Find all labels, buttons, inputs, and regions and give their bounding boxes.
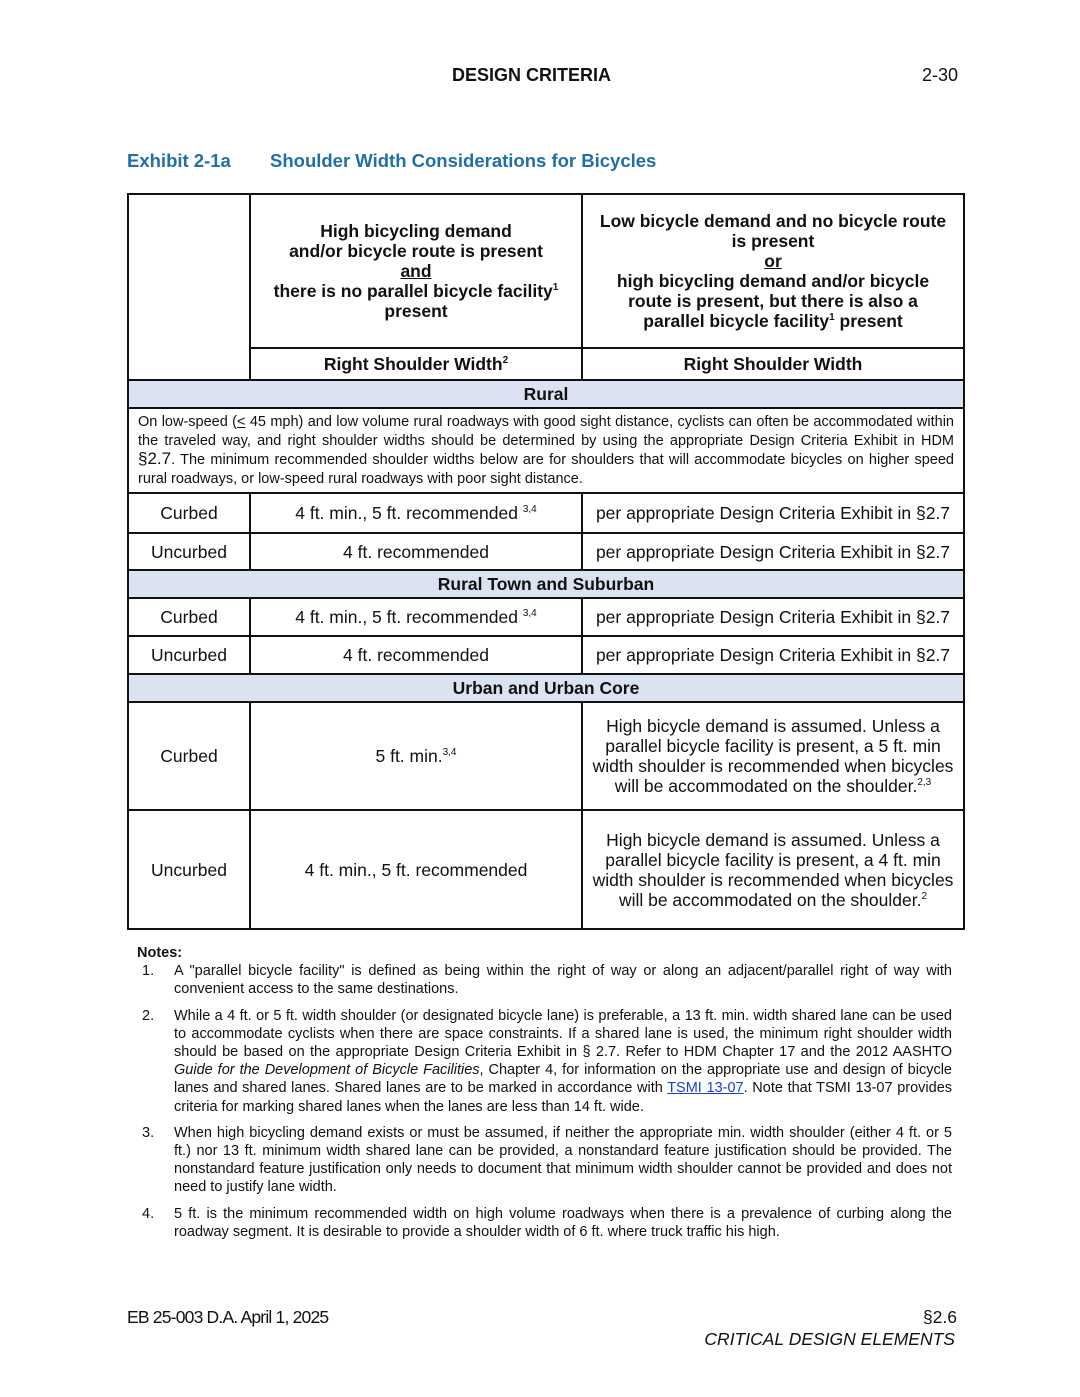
exhibit-title: Shoulder Width Considerations for Bicycles xyxy=(270,150,657,171)
shoulder-width-table xyxy=(127,193,965,930)
table-row: Uncurbed 4 ft. min., 5 ft. recommended High bicycle demand is assumed. Unless a parallel bicycle facility is present, a 4 ft. min width shoulder is recommended when bicycles will be accommodated on the shoulder.$^2$ xyxy=(128,810,964,929)
table-row: Curbed 4 ft. min., 5 ft. recommended $^{3,4}$ per appropriate Design Criteria Exhibit in §2.7 xyxy=(128,493,964,533)
running-header-title: DESIGN CRITERIA xyxy=(452,65,612,85)
rural-note: On low-speed (< 45 mph) and low volume rural roadways with good sight distance, cyclists can often be accommodated within the traveled way, and right shoulder widths should be determined by using the appropriate Design Criteria Exhibit in HDM §2.7. The minimum recommended shoulder widths below are for shoulders that will accommodate bicycles on higher speed rural roadways, or low-speed rural roadways with poor sight distance. xyxy=(128,408,964,493)
note-item: 4. 5 ft. is the minimum recommended width on high volume roadways when there is a prevalence of curbing along the roadway segment. It is desirable to provide a shoulder width of 6 ft. where truck traffic his high. xyxy=(142,1205,952,1240)
table-row: Curbed 5 ft. min.$^{3,4}$ High bicycle demand is assumed. Unless a parallel bicycle facility is present, a 5 ft. min width shoulder is recommended when bicycles will be accommodated on the shoulder.$^{2,3}$ xyxy=(128,702,964,810)
subheader-right-shoulder-width: Right Shoulder Width$^2$ xyxy=(250,348,582,380)
page-number: 2-30 xyxy=(922,65,959,85)
table-row: Uncurbed 4 ft. recommended per appropriate Design Criteria Exhibit in §2.7 xyxy=(128,533,964,570)
section-urban: Urban and Urban Core xyxy=(128,674,964,702)
table-row: Uncurbed 4 ft. recommended per appropriate Design Criteria Exhibit in §2.7 xyxy=(128,636,964,674)
notes-title: Notes: xyxy=(137,945,183,961)
footer-section: §2.6 xyxy=(922,1307,957,1327)
section-rural-town-suburban: Rural Town and Suburban xyxy=(128,570,964,598)
note-item: 2. While a 4 ft. or 5 ft. width shoulder (or designated bicycle lane) is preferable, a 13 ft. min. width shared lane can be used to accommodate cyclists when there are space constraints. If a shared lane is used, the minimum right shoulder width should be based on the appropriate Design Criteria Exhibit in § 2.7. Refer to HDM Chapter 17 and the 2012 AASHTO Guide for the Development of Bicycle Facilities, Chapter 4, for information on the appropriate use and design of bicycle lanes and shared lanes. Shared lanes are to be marked in accordance with TSMI 13-07. Note that TSMI 13-07 provides criteria for marking shared lanes when the lanes are less than 14 ft. wide. xyxy=(142,1007,953,1115)
note-item: 3. When high bicycling demand exists or must be assumed, if neither the appropriate min. width shoulder (either 4 ft. or 5 ft.) nor 13 ft. minimum width shared lane can be provided, a nonstandard feature justification should be provided. The nonstandard feature justification only needs to document that minimum width shoulder cannot be provided and does not need to justify lane width. xyxy=(142,1124,952,1196)
notes-section xyxy=(137,944,952,1249)
col-header-low-demand: Low bicycle demand and no bicycle route is present or high bicycling demand and/or bicycle route is present, but there is also a parallel bicycle facility$^1$ present xyxy=(582,194,964,348)
empty-corner-cell xyxy=(128,194,250,380)
section-rural: Rural xyxy=(128,380,964,408)
footer-left: EB 25-003 D.A. April 1, 2025 xyxy=(127,1307,329,1327)
exhibit-number: Exhibit 2-1a xyxy=(127,150,231,171)
tsmi-link[interactable]: TSMI 13-07 xyxy=(667,1080,744,1097)
table-row: Curbed 4 ft. min., 5 ft. recommended $^{3,4}$ per appropriate Design Criteria Exhibit in §2.7 xyxy=(128,598,964,636)
col-header-high-demand: High bicycling demand and/or bicycle route is present and there is no parallel bicycle facility$^1$ present xyxy=(250,194,582,348)
note-item: 1. A "parallel bicycle facility" is defined as being within the right of way or along an adjacent/parallel right of way with convenient access to the same destinations. xyxy=(142,963,952,998)
footer-chapter: CRITICAL DESIGN ELEMENTS xyxy=(704,1329,955,1349)
subheader-right-shoulder-width-2: Right Shoulder Width xyxy=(582,348,964,380)
